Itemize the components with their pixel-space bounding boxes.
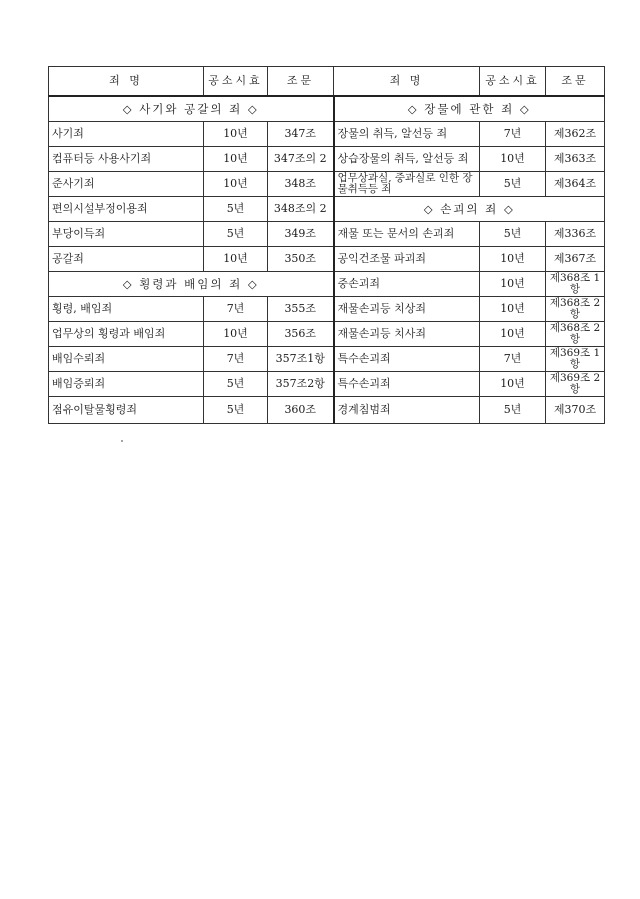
- crime-name: 부당이득죄: [49, 222, 204, 247]
- article-ref: 제368조 2항: [546, 322, 605, 347]
- table-row: [49, 172, 605, 197]
- table-row: [49, 297, 605, 322]
- limit-years: 10년: [480, 322, 546, 347]
- crime-name: 배임수뢰죄: [49, 347, 204, 372]
- crime-name: 공갈죄: [49, 247, 204, 272]
- article-ref: 348조: [268, 172, 334, 197]
- table-row: [49, 197, 605, 222]
- article-ref: 제362조: [546, 122, 605, 147]
- limit-years: 5년: [204, 222, 268, 247]
- crime-name: 재물손괴등 치사죄: [334, 322, 480, 347]
- limit-years: 7년: [480, 122, 546, 147]
- crime-name: 컴퓨터등 사용사기죄: [49, 147, 204, 172]
- limit-years: 5년: [204, 397, 268, 424]
- section-heading-fraud: ◇ 사기와 공갈의 죄 ◇: [49, 96, 334, 122]
- header-limit-right: 공소시효: [480, 67, 546, 97]
- article-ref: 349조: [268, 222, 334, 247]
- crime-name: 편의시설부정이용죄: [49, 197, 204, 222]
- header-article-right: 조문: [546, 67, 605, 97]
- table-row: [49, 272, 605, 297]
- statute-of-limitations-table: [48, 66, 605, 424]
- crime-name: 업무상의 횡령과 배임죄: [49, 322, 204, 347]
- header-limit-left: 공소시효: [204, 67, 268, 97]
- article-ref: 제363조: [546, 147, 605, 172]
- limit-years: 7년: [480, 347, 546, 372]
- crime-name: 장물의 취득, 알선등 죄: [334, 122, 480, 147]
- crime-name: 재물손괴등 치상죄: [334, 297, 480, 322]
- limit-years: 10년: [480, 297, 546, 322]
- article-ref: 제369조 1항: [546, 347, 605, 372]
- article-ref: 348조의 2: [268, 197, 334, 222]
- limit-years: 5년: [204, 372, 268, 397]
- article-ref: 357조1항: [268, 347, 334, 372]
- crime-name: 상습장물의 취득, 알선등 죄: [334, 147, 480, 172]
- article-ref: 제369조 2항: [546, 372, 605, 397]
- limit-years: 10년: [480, 147, 546, 172]
- limit-years: 5년: [480, 397, 546, 424]
- section-heading-damage: ◇ 손괴의 죄 ◇: [334, 197, 605, 222]
- limit-years: 10년: [480, 247, 546, 272]
- article-ref: 347조의 2: [268, 147, 334, 172]
- limit-years: 10년: [480, 272, 546, 297]
- table-row: [49, 222, 605, 247]
- table-row: [49, 122, 605, 147]
- limit-years: 5년: [480, 172, 546, 197]
- limit-years: 10년: [204, 247, 268, 272]
- table-row: [49, 247, 605, 272]
- limit-years: 7년: [204, 347, 268, 372]
- table-row: [49, 347, 605, 372]
- limit-years: 7년: [204, 297, 268, 322]
- header-article-left: 조문: [268, 67, 334, 97]
- table-row: [49, 96, 605, 122]
- limit-years: 10년: [204, 122, 268, 147]
- scan-speck: [121, 440, 123, 442]
- limit-years: 5년: [480, 222, 546, 247]
- article-ref: 제368조 2항: [546, 297, 605, 322]
- crime-name: 재물 또는 문서의 손괴죄: [334, 222, 480, 247]
- limit-years: 10년: [480, 372, 546, 397]
- article-ref: 제336조: [546, 222, 605, 247]
- crime-name: 사기죄: [49, 122, 204, 147]
- crime-name: 특수손괴죄: [334, 347, 480, 372]
- crime-name: 준사기죄: [49, 172, 204, 197]
- article-ref: 347조: [268, 122, 334, 147]
- article-ref: 350조: [268, 247, 334, 272]
- crime-name: 경계침범죄: [334, 397, 480, 424]
- article-ref: 355조: [268, 297, 334, 322]
- article-ref: 356조: [268, 322, 334, 347]
- crime-name: 점유이탈물횡령죄: [49, 397, 204, 424]
- section-heading-stolen: ◇ 장물에 관한 죄 ◇: [334, 96, 605, 122]
- crime-name: 업무상과실, 중과실로 인한 장물취득등 죄: [334, 172, 480, 197]
- article-ref: 357조2항: [268, 372, 334, 397]
- header-crime-left: 죄 명: [49, 67, 204, 97]
- limit-years: 5년: [204, 197, 268, 222]
- table-row: [49, 372, 605, 397]
- table-row: [49, 147, 605, 172]
- limit-years: 10년: [204, 322, 268, 347]
- crime-name: 특수손괴죄: [334, 372, 480, 397]
- crime-name: 중손괴죄: [334, 272, 480, 297]
- table-row: [49, 397, 605, 424]
- article-ref: 360조: [268, 397, 334, 424]
- crime-name: 배임증뢰죄: [49, 372, 204, 397]
- article-ref: 제367조: [546, 247, 605, 272]
- header-crime-right: 죄 명: [334, 67, 480, 97]
- crime-name: 공익건조물 파괴죄: [334, 247, 480, 272]
- section-heading-embezzle: ◇ 횡령과 배임의 죄 ◇: [49, 272, 334, 297]
- article-ref: 제364조: [546, 172, 605, 197]
- limit-years: 10년: [204, 172, 268, 197]
- table-header-row: [49, 67, 605, 97]
- crime-name: 횡령, 배임죄: [49, 297, 204, 322]
- limit-years: 10년: [204, 147, 268, 172]
- article-ref: 제370조: [546, 397, 605, 424]
- article-ref: 제368조 1항: [546, 272, 605, 297]
- table-row: [49, 322, 605, 347]
